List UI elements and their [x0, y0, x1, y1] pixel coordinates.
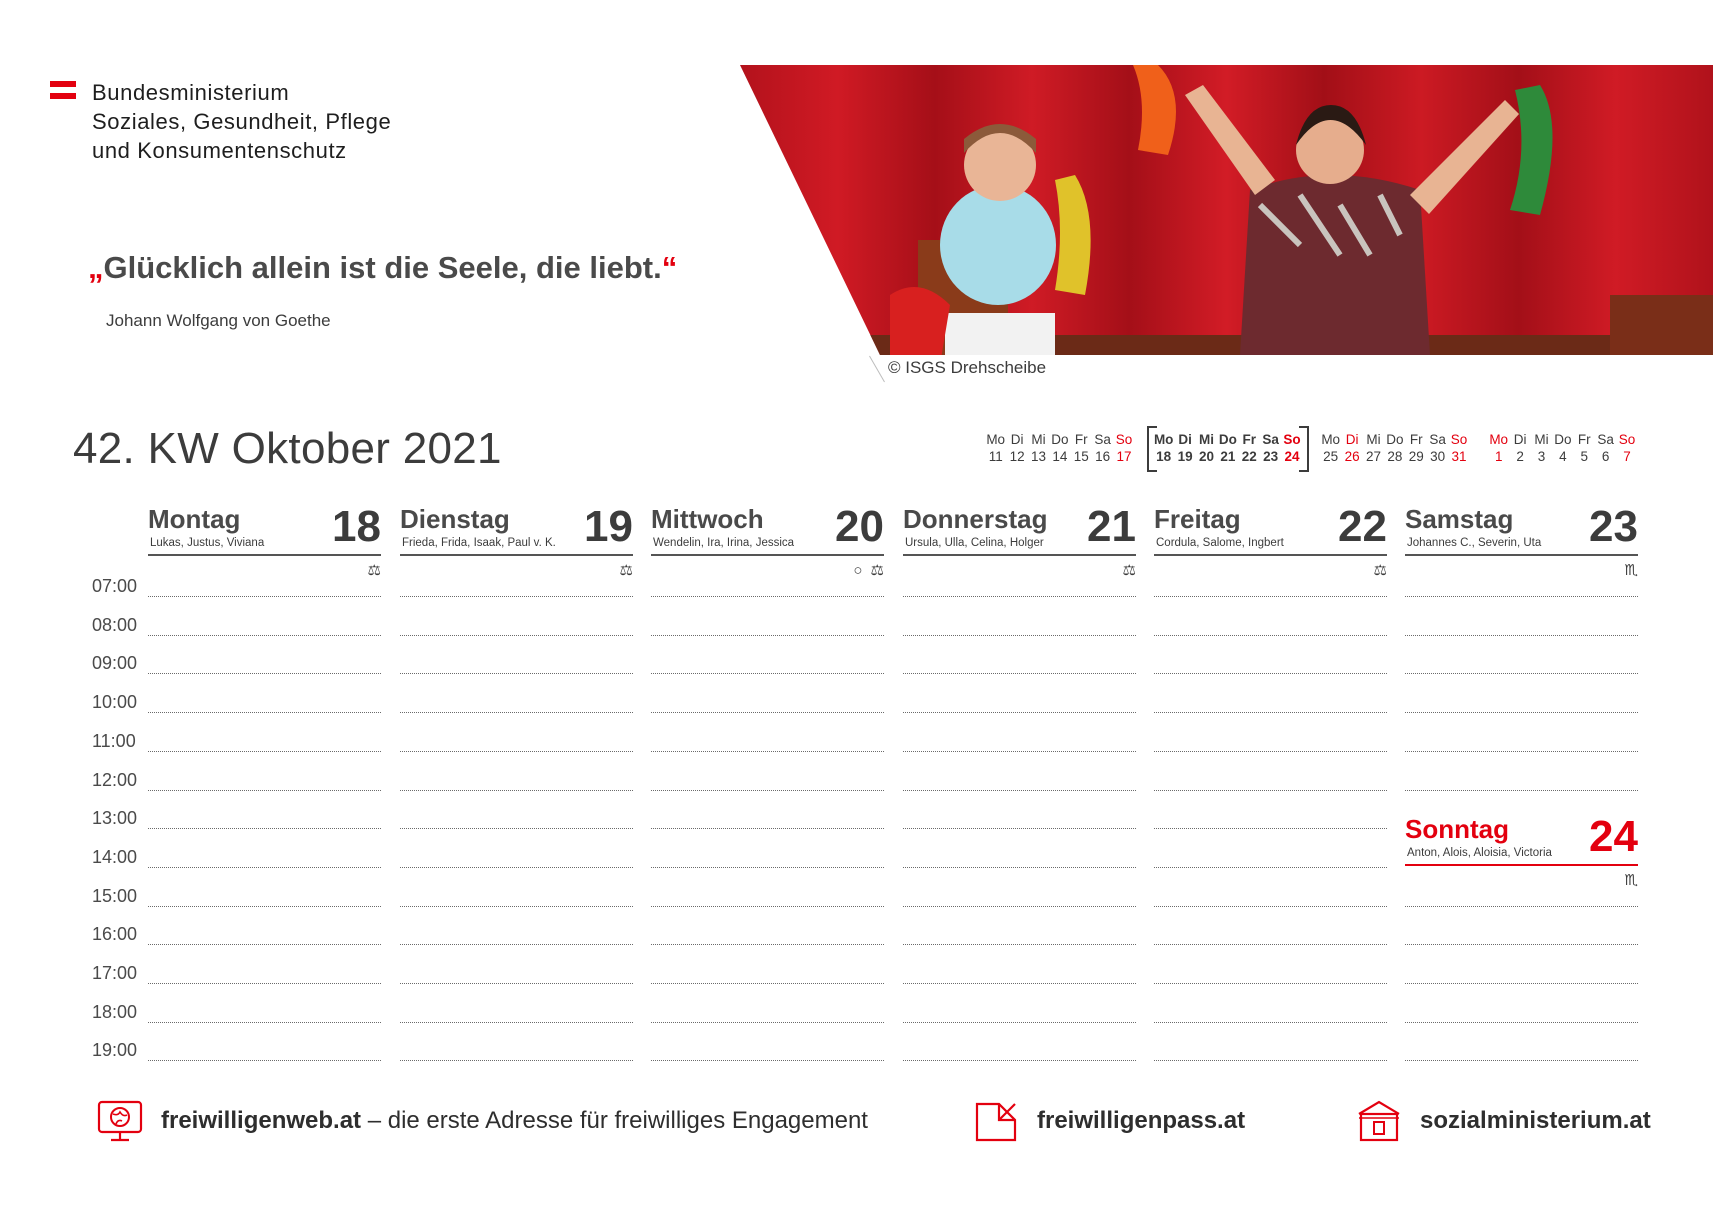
- mini-day: Di: [1178, 432, 1192, 447]
- hour-label: 09:00: [92, 653, 138, 674]
- day-icons: [1119, 561, 1136, 579]
- hour-label: 10:00: [92, 692, 138, 713]
- time-slot-line[interactable]: [1405, 906, 1638, 907]
- day-icons: [1370, 561, 1387, 579]
- hour-label: 12:00: [92, 769, 138, 790]
- time-slot-line[interactable]: [1405, 673, 1638, 674]
- mini-date: 18: [1156, 449, 1172, 464]
- mini-date: 11: [988, 449, 1003, 464]
- mini-date: 3: [1537, 449, 1546, 464]
- time-slot-line[interactable]: [148, 867, 381, 868]
- time-slot-line[interactable]: [1405, 1060, 1638, 1061]
- time-slot-line[interactable]: [903, 944, 1136, 945]
- quote: [88, 250, 677, 286]
- mini-day: Sa: [1429, 432, 1446, 447]
- day-name: Donnerstag: [903, 504, 1048, 534]
- time-slot-line[interactable]: [400, 944, 633, 945]
- mini-day: Fr: [1577, 432, 1591, 447]
- day-icons: [1621, 561, 1638, 579]
- hour-label: 14:00: [92, 846, 138, 867]
- time-slot-line[interactable]: [1154, 712, 1387, 713]
- mini-day: Mi: [1534, 432, 1549, 447]
- time-slot-line[interactable]: [1154, 596, 1387, 597]
- time-slot-line[interactable]: [148, 673, 381, 674]
- photo-image: [740, 65, 1713, 355]
- austria-flag-icon: [50, 81, 76, 99]
- day-saints: Frieda, Frida, Isaak, Paul v. K.: [402, 537, 556, 549]
- building-icon: [1356, 1098, 1402, 1144]
- mini-date: 1: [1494, 449, 1503, 464]
- libra-icon: ⚖: [619, 562, 633, 579]
- mini-day: Di: [1010, 432, 1024, 447]
- ministry-line-2: Soziales, Gesundheit, Pflege: [92, 109, 392, 134]
- hour-label: 13:00: [92, 808, 138, 829]
- mini-date: 21: [1220, 449, 1236, 464]
- time-slot-line[interactable]: [903, 673, 1136, 674]
- day-name: Sonntag: [1405, 814, 1509, 844]
- photo-divider: [869, 356, 885, 382]
- mini-day: Mo: [1321, 432, 1341, 447]
- mini-day: Sa: [1094, 432, 1111, 447]
- mini-date: 2: [1516, 449, 1524, 464]
- mini-day: So: [1283, 432, 1301, 447]
- time-slot-line[interactable]: [651, 673, 884, 674]
- time-slot-line[interactable]: [903, 751, 1136, 752]
- mini-day: Sa: [1597, 432, 1614, 447]
- time-slot-line[interactable]: [400, 1060, 633, 1061]
- time-slot-line[interactable]: [903, 1060, 1136, 1061]
- day-name: Dienstag: [400, 504, 510, 534]
- time-slot-line[interactable]: [400, 867, 633, 868]
- time-slot-line[interactable]: [148, 712, 381, 713]
- day-name: Freitag: [1154, 504, 1241, 534]
- time-slot-line[interactable]: [1405, 712, 1638, 713]
- time-slot-line[interactable]: [148, 751, 381, 752]
- photo-credit: © ISGS Drehscheibe: [888, 358, 1047, 377]
- mini-day: Do: [1218, 432, 1237, 447]
- time-slot-line[interactable]: [400, 596, 633, 597]
- time-slot-line[interactable]: [903, 790, 1136, 791]
- mini-date: 15: [1073, 449, 1089, 464]
- time-slot-line[interactable]: [903, 635, 1136, 636]
- day-number: 18: [332, 502, 381, 551]
- time-slot-line[interactable]: [1405, 1022, 1638, 1023]
- freiwilligenpass-link[interactable]: freiwilligenpass.at: [1037, 1107, 1246, 1134]
- mini-date: 25: [1323, 449, 1339, 464]
- time-slot-line[interactable]: [148, 828, 381, 829]
- monitor-globe-icon: [97, 1098, 143, 1144]
- mini-date: 19: [1177, 449, 1193, 464]
- time-slot-line[interactable]: [651, 596, 884, 597]
- header-photo: [740, 65, 1713, 355]
- time-slot-line[interactable]: [148, 983, 381, 984]
- day-name: Mittwoch: [651, 504, 764, 534]
- libra-icon: ⚖: [1373, 562, 1387, 579]
- time-slot-line[interactable]: [1405, 790, 1638, 791]
- mini-day: Di: [1513, 432, 1527, 447]
- mini-date: 17: [1116, 449, 1132, 464]
- time-slot-line[interactable]: [1154, 906, 1387, 907]
- time-slot-line[interactable]: [1405, 983, 1638, 984]
- mini-date: 12: [1009, 449, 1025, 464]
- time-slot-line[interactable]: [651, 790, 884, 791]
- time-slot-line[interactable]: [651, 867, 884, 868]
- time-slot-line[interactable]: [400, 712, 633, 713]
- time-slot-line[interactable]: [651, 828, 884, 829]
- time-slot-line[interactable]: [651, 944, 884, 945]
- mini-date: 29: [1408, 449, 1424, 464]
- time-slot-line[interactable]: [1154, 983, 1387, 984]
- day-number: 21: [1087, 502, 1136, 551]
- time-slot-line[interactable]: [400, 1022, 633, 1023]
- mini-date: 4: [1559, 449, 1567, 464]
- time-slot-line[interactable]: [651, 1060, 884, 1061]
- mini-day: Do: [1554, 432, 1572, 447]
- mini-date: 6: [1601, 449, 1610, 464]
- mini-date: 14: [1052, 449, 1068, 464]
- mini-day: Fr: [1074, 432, 1088, 447]
- scorpio-icon: ♏: [1624, 562, 1638, 579]
- hour-label: 19:00: [92, 1040, 138, 1061]
- mini-day: Mi: [1198, 432, 1214, 447]
- mini-day: Fr: [1409, 432, 1423, 447]
- mini-date: 23: [1263, 449, 1279, 464]
- day-number: 20: [835, 502, 884, 551]
- time-slot-line[interactable]: [1154, 828, 1387, 829]
- mini-day: Mo: [1489, 432, 1509, 447]
- mini-calendar-week-44: [1488, 431, 1638, 465]
- day-number: 22: [1338, 502, 1387, 551]
- mini-date: 28: [1387, 449, 1403, 464]
- time-slot-line[interactable]: [148, 1060, 381, 1061]
- time-slot-line[interactable]: [1405, 944, 1638, 945]
- mini-day: Mo: [986, 432, 1006, 447]
- time-slot-line[interactable]: [903, 596, 1136, 597]
- day-name: Montag: [148, 504, 241, 534]
- time-slot-line[interactable]: [1405, 635, 1638, 636]
- time-slot-line[interactable]: [148, 635, 381, 636]
- mini-day: Do: [1051, 432, 1069, 447]
- day-saints: Wendelin, Ira, Irina, Jessica: [653, 537, 795, 549]
- time-slot-line[interactable]: [1154, 673, 1387, 674]
- time-slot-line[interactable]: [651, 751, 884, 752]
- day-icons: [1621, 871, 1638, 889]
- day-header-thursday: [903, 502, 1136, 579]
- day-saints: Ursula, Ulla, Celina, Holger: [905, 537, 1044, 549]
- mini-date: 27: [1365, 449, 1381, 464]
- time-slot-line[interactable]: [1154, 944, 1387, 945]
- time-slot-line[interactable]: [1154, 867, 1387, 868]
- ministry-name: [92, 78, 512, 165]
- time-slot-line[interactable]: [400, 673, 633, 674]
- footer-sozialministerium[interactable]: [1356, 1098, 1651, 1144]
- hour-label: 07:00: [92, 576, 138, 596]
- document-pass-icon: [973, 1098, 1019, 1144]
- scorpio-icon: ♏: [1624, 872, 1638, 889]
- mini-date: 30: [1430, 449, 1446, 464]
- day-number: 19: [584, 502, 633, 551]
- mini-day: Mi: [1366, 432, 1381, 447]
- hour-label: 15:00: [92, 885, 138, 906]
- mini-calendar-week-42: [1153, 431, 1303, 465]
- time-slot-line[interactable]: [651, 983, 884, 984]
- time-slot-line[interactable]: [903, 712, 1136, 713]
- time-slot-line[interactable]: [1154, 1022, 1387, 1023]
- day-icons: [364, 561, 381, 579]
- time-slot-line[interactable]: [903, 1022, 1136, 1023]
- hour-label: 17:00: [92, 963, 138, 983]
- mini-calendar-week-43: [1320, 431, 1470, 465]
- mini-day: Do: [1386, 432, 1404, 447]
- mini-day: So: [1450, 432, 1468, 447]
- day-number: 23: [1589, 502, 1638, 551]
- day-saints: Johannes C., Severin, Uta: [1407, 537, 1542, 549]
- time-slot-line[interactable]: [1405, 596, 1638, 597]
- mini-date: 22: [1241, 449, 1257, 464]
- footer-freiwilligenpass[interactable]: [973, 1098, 1245, 1144]
- time-slot-line[interactable]: [651, 1022, 884, 1023]
- mini-day: So: [1115, 432, 1133, 447]
- day-header-tuesday: [400, 502, 633, 579]
- week-title: 42. KW Oktober 2021: [73, 424, 502, 473]
- time-slot-line[interactable]: [148, 790, 381, 791]
- time-slot-line[interactable]: [1405, 751, 1638, 752]
- day-saints: Anton, Alois, Aloisia, Victoria: [1407, 847, 1552, 859]
- mini-day: Mi: [1031, 432, 1046, 447]
- libra-icon: ⚖: [367, 562, 381, 579]
- day-header-wednesday: [651, 502, 884, 579]
- libra-icon: ⚖: [1122, 562, 1136, 579]
- day-header-sunday: [1405, 812, 1638, 889]
- ministry-line-1: Bundesministerium: [92, 80, 290, 105]
- hour-label: 08:00: [92, 614, 138, 635]
- quote-author: Johann Wolfgang von Goethe: [106, 311, 331, 330]
- freiwilligenweb-link[interactable]: freiwilligenweb.at: [161, 1107, 362, 1134]
- time-slot-line[interactable]: [903, 867, 1136, 868]
- time-slot-line[interactable]: [148, 596, 381, 597]
- freiwilligenweb-tagline: – die erste Adresse für freiwilliges Engagement: [361, 1107, 868, 1134]
- day-header-monday: [148, 502, 381, 579]
- mini-date: 31: [1451, 449, 1467, 464]
- time-slot-line[interactable]: [1154, 790, 1387, 791]
- time-slot-line[interactable]: [400, 828, 633, 829]
- time-slot-line[interactable]: [651, 712, 884, 713]
- quote-text: Glücklich allein ist die Seele, die liebt.: [103, 250, 662, 285]
- hour-label: 11:00: [92, 730, 136, 751]
- mini-date: 13: [1030, 449, 1046, 464]
- mini-date: 24: [1284, 449, 1300, 464]
- mini-date: 7: [1623, 449, 1631, 464]
- day-name: Samstag: [1405, 504, 1514, 534]
- mini-date: 20: [1198, 449, 1214, 464]
- mini-date: 16: [1095, 449, 1111, 464]
- day-icons: [616, 561, 633, 579]
- mini-day: Di: [1345, 432, 1359, 447]
- time-slot-line[interactable]: [148, 944, 381, 945]
- day-saints: Cordula, Salome, Ingbert: [1156, 537, 1284, 549]
- mini-day: So: [1618, 432, 1636, 447]
- time-slot-line[interactable]: [903, 906, 1136, 907]
- mini-calendar-week-41: [985, 431, 1135, 465]
- time-slot-line[interactable]: [400, 635, 633, 636]
- day-header-friday: [1154, 502, 1387, 579]
- full-moon-icon: ○: [853, 562, 863, 579]
- time-slot-line[interactable]: [903, 983, 1136, 984]
- time-slot-line[interactable]: [400, 751, 633, 752]
- time-slot-line[interactable]: [651, 635, 884, 636]
- time-slot-line[interactable]: [1154, 751, 1387, 752]
- quote-close-mark: “: [661, 250, 678, 285]
- time-slot-line[interactable]: [400, 906, 633, 907]
- mini-day: Sa: [1262, 432, 1279, 447]
- time-slot-line[interactable]: [148, 906, 381, 907]
- ministry-line-3: und Konsumentenschutz: [92, 138, 347, 163]
- libra-icon: ⚖: [870, 562, 884, 579]
- quote-open-mark: „: [88, 250, 104, 285]
- day-icons: [849, 561, 884, 579]
- sozialministerium-link[interactable]: sozialministerium.at: [1420, 1107, 1651, 1134]
- mini-day: Fr: [1242, 432, 1256, 447]
- day-number: 24: [1589, 812, 1638, 861]
- time-slot-line[interactable]: [400, 790, 633, 791]
- time-slot-line[interactable]: [651, 906, 884, 907]
- time-slot-line[interactable]: [1154, 635, 1387, 636]
- hour-label: 16:00: [92, 924, 138, 945]
- day-saints: Lukas, Justus, Viviana: [150, 537, 265, 549]
- mini-date: 5: [1580, 449, 1589, 464]
- time-slot-line[interactable]: [1154, 1060, 1387, 1061]
- mini-date: 26: [1344, 449, 1360, 464]
- footer-freiwilligenweb[interactable]: [97, 1098, 868, 1144]
- time-slot-line[interactable]: [400, 983, 633, 984]
- hour-label: 18:00: [92, 1001, 138, 1022]
- day-header-saturday: [1405, 502, 1638, 579]
- time-slot-line[interactable]: [903, 828, 1136, 829]
- mini-day: Mo: [1153, 432, 1174, 447]
- time-slot-line[interactable]: [148, 1022, 381, 1023]
